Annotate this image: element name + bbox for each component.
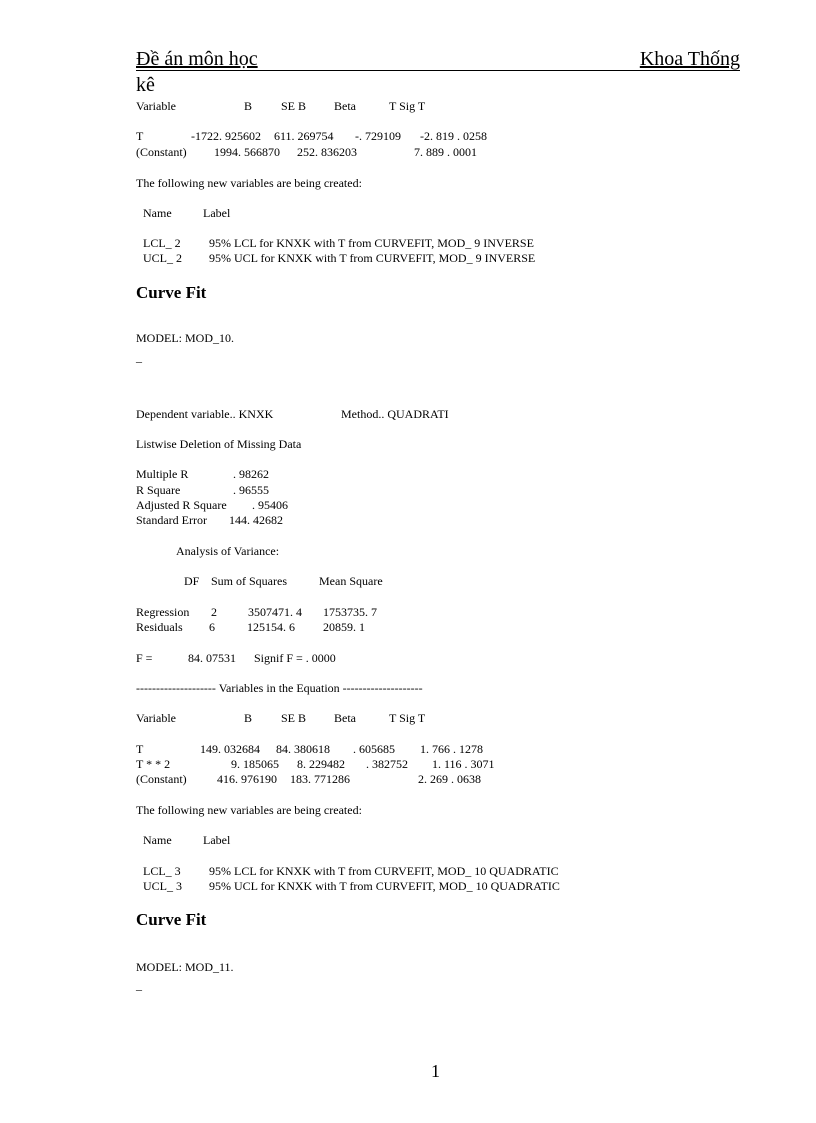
listwise-deletion: Listwise Deletion of Missing Data	[136, 437, 302, 451]
stat-label: Adjusted R Square	[136, 498, 227, 512]
new-vars-header-name: Name	[143, 206, 172, 220]
stat-label: Multiple R	[136, 467, 189, 481]
anova-row-ms: 1753735. 7	[323, 605, 377, 619]
coef-row-b: -1722. 925602	[191, 129, 261, 143]
new-vars-header-label: Label	[203, 206, 231, 220]
dependent-variable: Dependent variable.. KNXK	[136, 407, 274, 421]
f-value: 84. 07531	[188, 651, 236, 665]
coef-row-beta: . 605685	[353, 742, 395, 756]
section-heading: Curve Fit	[136, 283, 207, 302]
col-header-b: B	[244, 711, 253, 725]
header-rule	[136, 70, 740, 71]
created-vars-text: The following new variables are being created:	[136, 176, 362, 190]
stat-value: . 98262	[233, 467, 269, 481]
new-var-name: LCL_ 3	[143, 864, 181, 878]
col-header-tsig: T Sig T	[389, 99, 426, 113]
col-header-variable: Variable	[136, 711, 176, 725]
coef-row-seb: 183. 771286	[290, 772, 350, 786]
model-dash: _	[136, 978, 142, 992]
f-label: F =	[136, 651, 153, 665]
method: Method.. QUADRATI	[341, 407, 449, 421]
coef-row-name: T	[136, 129, 144, 143]
new-vars-header-name: Name	[143, 833, 172, 847]
coef-row-tsig: 2. 269 . 0638	[418, 772, 481, 786]
coef-row-name: T	[136, 742, 144, 756]
coef-row-name: T * * 2	[136, 757, 171, 771]
col-header-variable: Variable	[136, 99, 176, 113]
header-faculty-continuation: kê	[136, 74, 155, 96]
coef-row-name: (Constant)	[136, 145, 187, 159]
coef-row-beta: . 382752	[366, 757, 408, 771]
col-header-b: B	[244, 99, 253, 113]
new-vars-header-label: Label	[203, 833, 231, 847]
col-header-tsig: T Sig T	[389, 711, 426, 725]
variables-in-equation: -------------------- Variables in the Equation --------------------	[136, 681, 423, 695]
coef-row-b: 149. 032684	[200, 742, 260, 756]
new-var-name: UCL_ 3	[143, 879, 182, 893]
new-var-name: LCL_ 2	[143, 236, 181, 250]
model-dash: _	[136, 350, 142, 364]
coef-row-tsig: 1. 116 . 3071	[432, 757, 495, 771]
new-var-label: 95% LCL for KNXK with T from CURVEFIT, MOD_ 9 INVERSE	[209, 236, 534, 250]
anova-row-label: Regression	[136, 605, 190, 619]
stat-value: . 96555	[233, 483, 269, 497]
anova-row-ss: 125154. 6	[247, 620, 295, 634]
anova-row-ms: 20859. 1	[323, 620, 365, 634]
anova-title: Analysis of Variance:	[176, 544, 280, 558]
signif-f: Signif F = . 0000	[254, 651, 336, 665]
new-var-label: 95% UCL for KNXK with T from CURVEFIT, MOD_ 9 INVERSE	[209, 251, 536, 265]
coef-row-seb: 252. 836203	[297, 145, 357, 159]
coef-row-beta: -. 729109	[355, 129, 401, 143]
anova-row-df: 2	[211, 605, 217, 619]
col-header-beta: Beta	[334, 711, 356, 725]
model-line: MODEL: MOD_11.	[136, 960, 234, 974]
stat-label: Standard Error	[136, 513, 207, 527]
created-vars-text: The following new variables are being created:	[136, 803, 362, 817]
col-header-seb: SE B	[281, 711, 307, 725]
coef-row-name: (Constant)	[136, 772, 187, 786]
anova-row-df: 6	[209, 620, 215, 634]
anova-header-df: DF	[184, 574, 200, 588]
col-header-seb: SE B	[281, 99, 307, 113]
new-var-label: 95% UCL for KNXK with T from CURVEFIT, MOD_ 10 QUADRATIC	[209, 879, 560, 893]
new-var-name: UCL_ 2	[143, 251, 182, 265]
section-heading: Curve Fit	[136, 910, 207, 929]
anova-header-ss: Sum of Squares	[211, 574, 287, 588]
anova-header-ms: Mean Square	[319, 574, 383, 588]
new-var-label: 95% LCL for KNXK with T from CURVEFIT, MOD_ 10 QUADRATIC	[209, 864, 559, 878]
stat-value: 144. 42682	[229, 513, 283, 527]
coef-row-b: 1994. 566870	[214, 145, 280, 159]
page-header	[136, 48, 740, 74]
stat-value: . 95406	[252, 498, 288, 512]
anova-row-label: Residuals	[136, 620, 183, 634]
coef-row-tsig: 7. 889 . 0001	[414, 145, 477, 159]
coef-row-tsig: -2. 819 . 0258	[420, 129, 487, 143]
coef-row-seb: 8. 229482	[297, 757, 345, 771]
page-number: 1	[431, 1061, 440, 1081]
coef-row-seb: 611. 269754	[274, 129, 334, 143]
header-course-title: Đề án môn học	[136, 48, 258, 70]
anova-row-ss: 3507471. 4	[248, 605, 302, 619]
col-header-beta: Beta	[334, 99, 356, 113]
header-faculty: Khoa Thống	[639, 48, 740, 70]
coef-row-b: 9. 185065	[231, 757, 279, 771]
model-line: MODEL: MOD_10.	[136, 331, 234, 345]
stat-label: R Square	[136, 483, 181, 497]
coef-row-seb: 84. 380618	[276, 742, 330, 756]
coef-row-tsig: 1. 766 . 1278	[420, 742, 483, 756]
coef-row-b: 416. 976190	[217, 772, 277, 786]
